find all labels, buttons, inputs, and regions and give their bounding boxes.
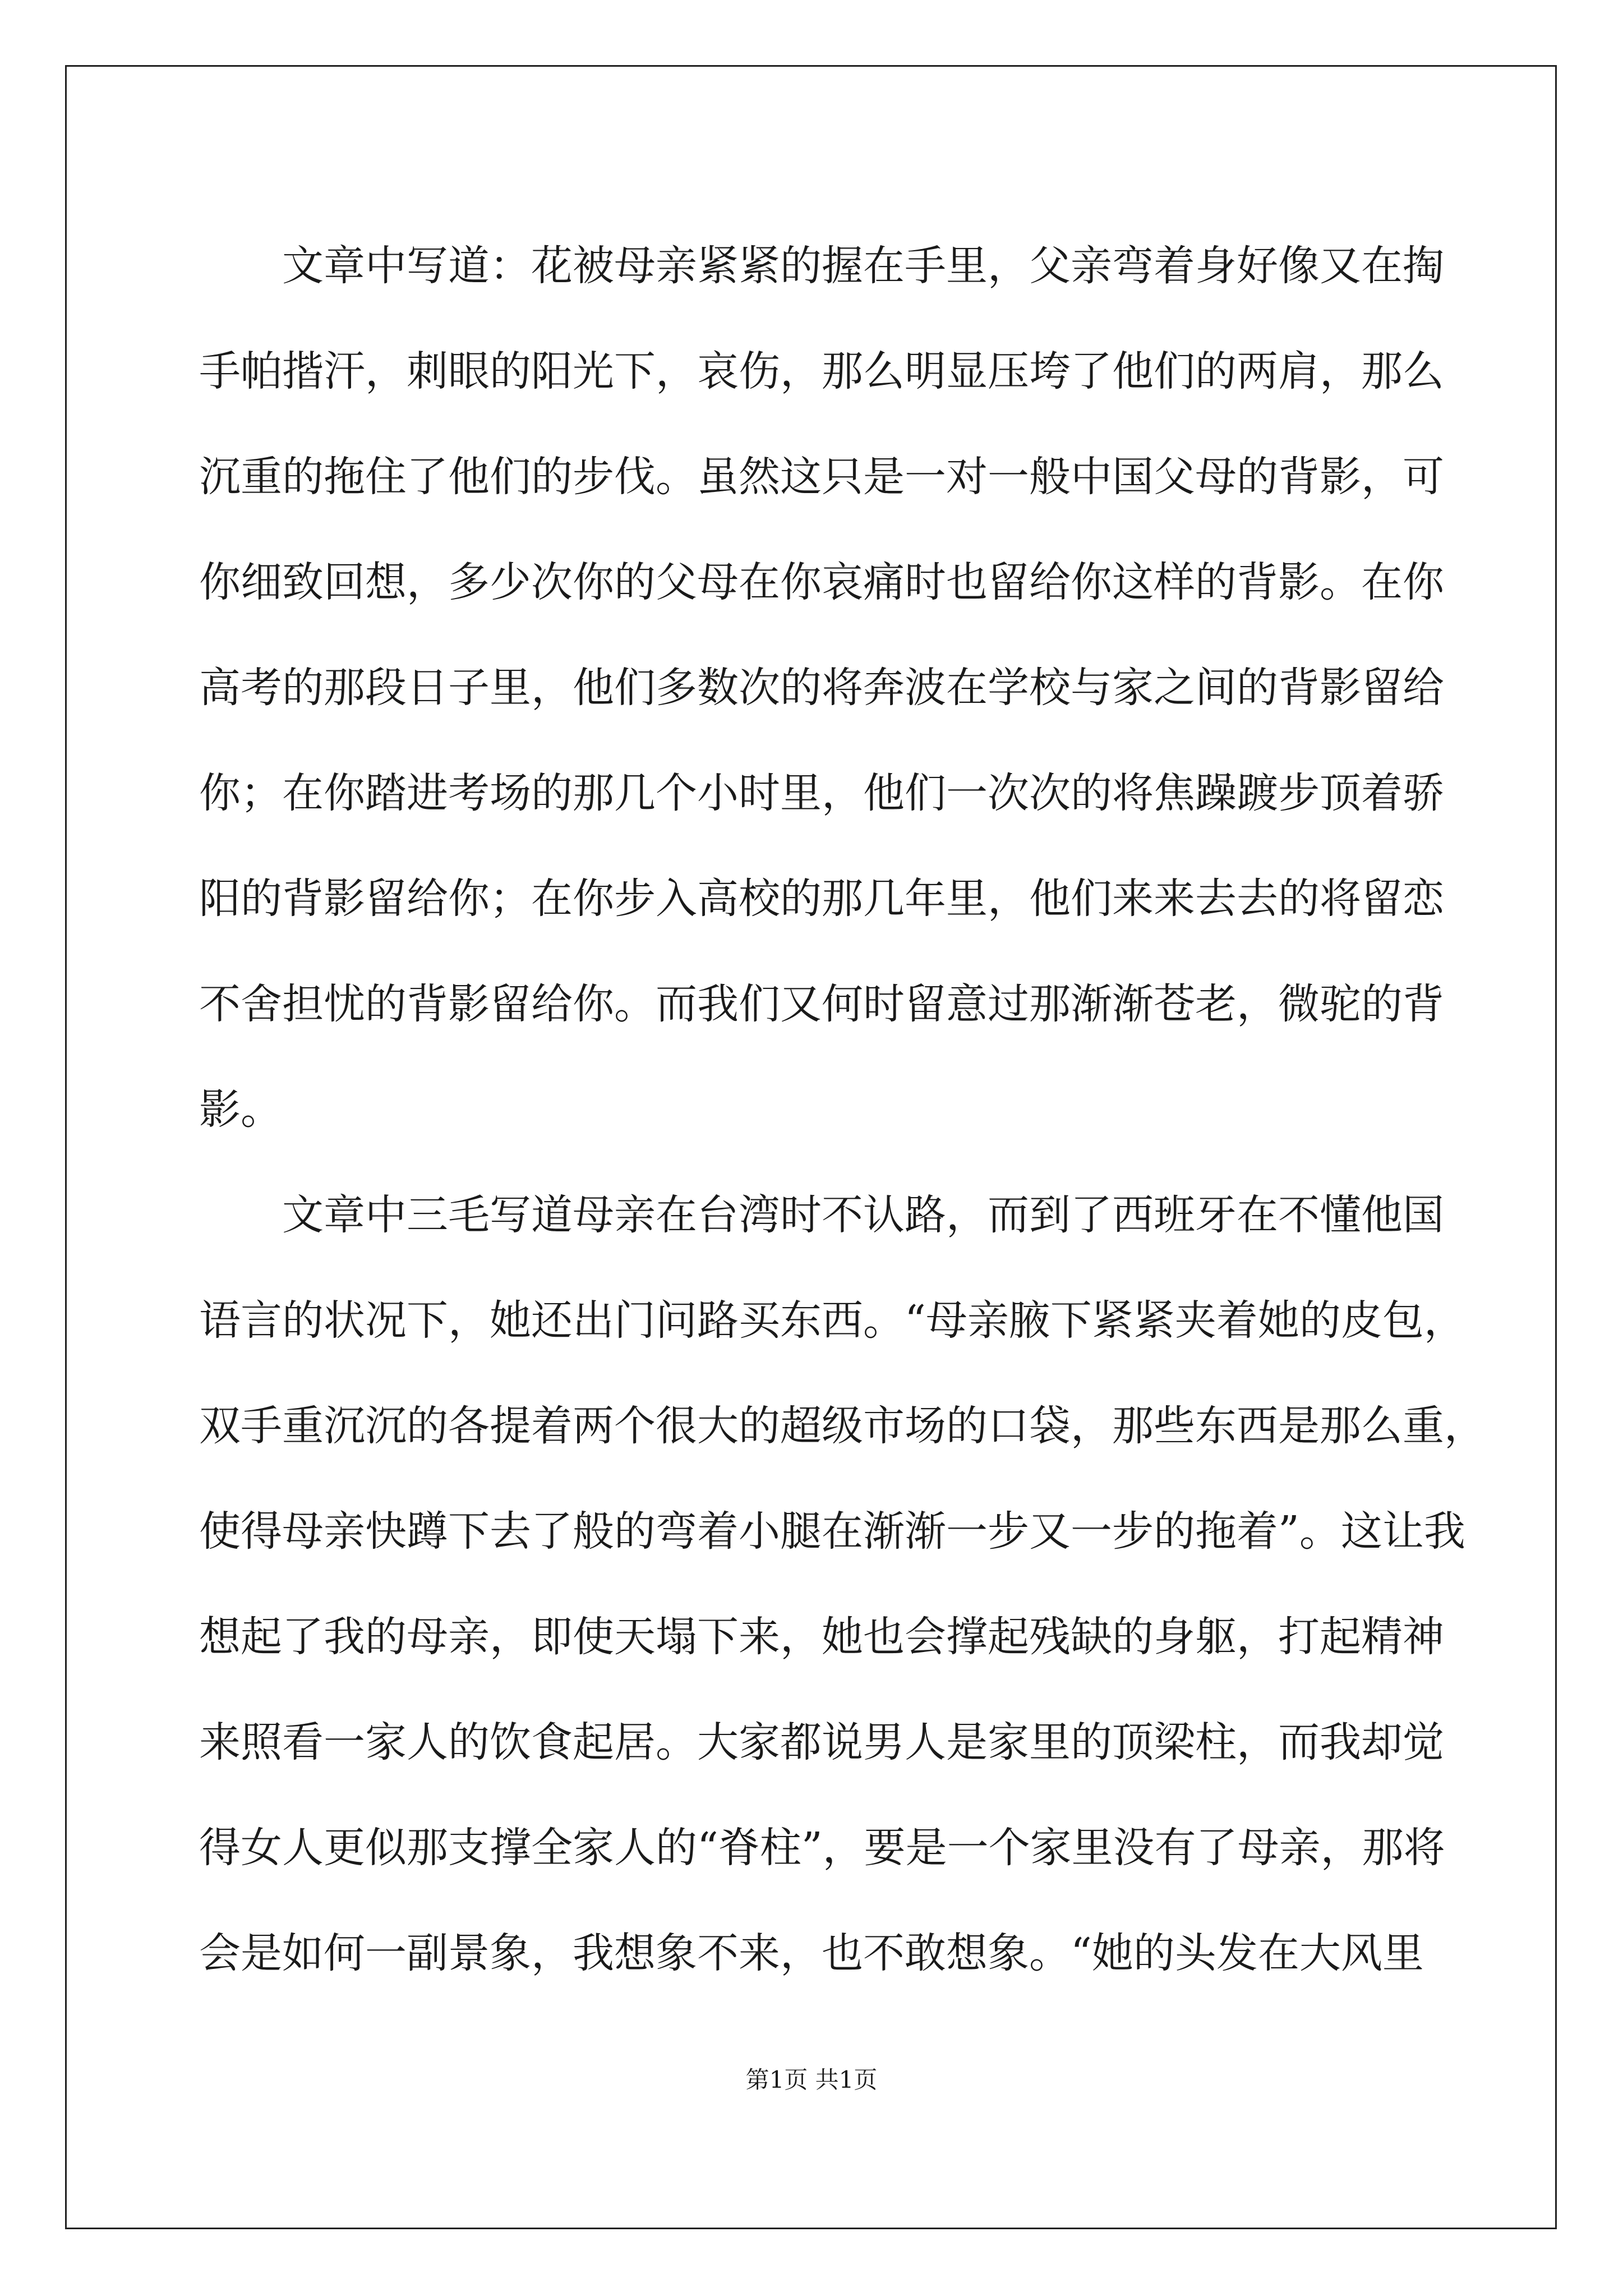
paragraph-2-line: 双手重沉沉的各提着两个很大的超级市场的口袋，那些东西是那么重，	[199, 1402, 1486, 1450]
paragraph-2-line: 来照看一家人的饮食起居。大家都说男人是家里的顶梁柱，而我却觉	[199, 1718, 1444, 1766]
paragraph-1-line: 高考的那段日子里，他们多数次的将奔波在学校与家之间的背影留给	[199, 664, 1444, 712]
paragraph-1-line: 阳的背影留给你；在你步入高校的那几年里，他们来来去去的将留恋	[199, 875, 1444, 923]
page-number-footer: 第1页 共1页	[745, 2066, 878, 2093]
paragraph-1-line: 你细致回想，多少次你的父母在你哀痛时也留给你这样的背影。在你	[199, 558, 1444, 606]
paragraph-1-line: 沉重的拖住了他们的步伐。虽然这只是一对一般中国父母的背影，可	[199, 453, 1444, 501]
paragraph-1-line: 影。	[199, 1085, 282, 1134]
paragraph-1-line: 手帕揩汗，刺眼的阳光下，哀伤，那么明显压垮了他们的两肩，那么	[199, 347, 1444, 395]
paragraph-1-line: 文章中写道：花被母亲紧紧的握在手里，父亲弯着身好像又在掏	[282, 242, 1444, 290]
paragraph-1-line: 不舍担忧的背影留给你。而我们又何时留意过那渐渐苍老，微驼的背	[199, 980, 1444, 1028]
paragraph-2-line: 文章中三毛写道母亲在台湾时不认路，而到了西班牙在不懂他国	[282, 1191, 1444, 1239]
paragraph-2-line: 得女人更似那支撑全家人的“脊柱”，要是一个家里没有了母亲，那将	[199, 1824, 1445, 1872]
paragraph-2-line: 语言的状况下，她还出门问路买东西。“母亲腋下紧紧夹着她的皮包，	[199, 1296, 1465, 1345]
document-body	[199, 213, 1486, 2006]
paragraph-1-line: 你；在你踏进考场的那几个小时里，他们一次次的将焦躁踱步顶着骄	[199, 769, 1444, 817]
paragraph-2-line: 使得母亲快蹲下去了般的弯着小腿在渐渐一步又一步的拖着”。这让我	[199, 1507, 1465, 1556]
paragraph-2-line: 想起了我的母亲，即使天塌下来，她也会撑起残缺的身躯，打起精神	[199, 1613, 1444, 1661]
paragraph-2-line: 会是如何一副景象，我想象不来，也不敢想象。“她的头发在大风里	[199, 1929, 1424, 1977]
